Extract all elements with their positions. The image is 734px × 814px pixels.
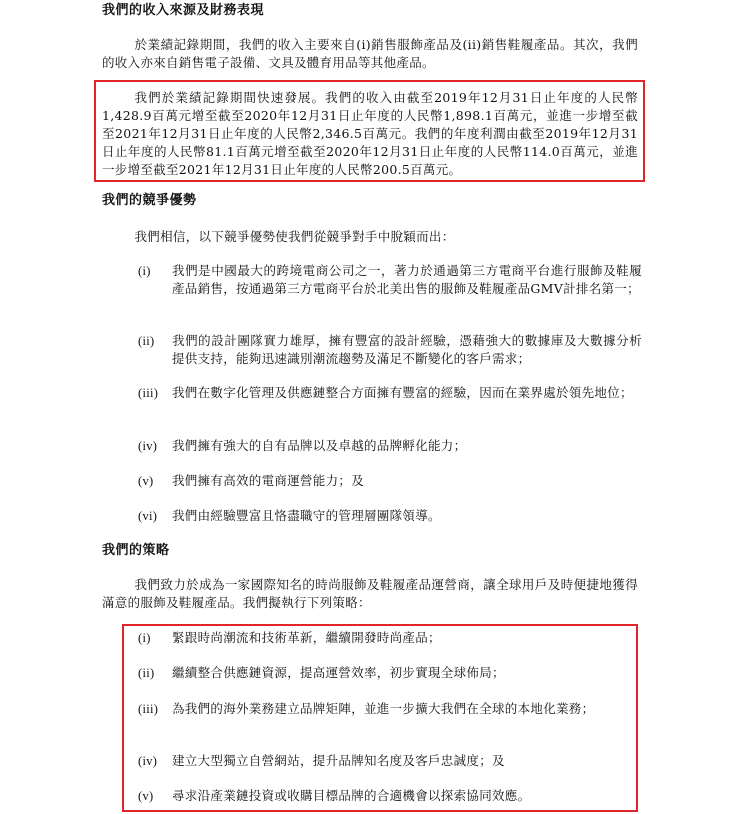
paragraph-income-sources: [102, 36, 638, 72]
list-number: (vi): [138, 509, 158, 523]
highlight-box-strategy-list: [122, 624, 638, 812]
paragraph-strategy-intro-text: 我們致力於成為一家國際知名的時尚服飾及鞋履產品運營商，讓全球用戶及時便捷地獲得滿意的服飾及鞋履產品。我們擬執行下列策略：: [102, 577, 638, 610]
list-item-text: 我們是中國最大的跨境電商公司之一，著力於通過第三方電商平台進行服飾及鞋履產品銷售，按通過第三方電商平台於北美出售的服飾及鞋履產品GMV計排名第一；: [172, 263, 642, 296]
list-item-text: 我們由經驗豐富且恪盡職守的管理層團隊領導。: [172, 508, 441, 523]
paragraph-income-sources-text: 於業績記錄期間，我們的收入主要來自(i)銷售服飾產品及(ii)銷售鞋履產品。其次，我們的收入亦來自銷售電子設備、文具及體育用品等其他產品。: [102, 37, 638, 70]
list-number: (v): [138, 474, 154, 488]
list-item-text: 建立大型獨立自營網站，提升品牌知名度及客戶忠誠度；及: [172, 753, 505, 768]
list-item-strategy-5: [102, 787, 642, 805]
list-number: (iii): [138, 702, 159, 716]
list-number: (iv): [138, 439, 158, 453]
paragraph-strategy-intro: [102, 576, 638, 612]
list-item-text: 我們擁有高效的電商運營能力；及: [172, 473, 365, 488]
list-item-advantage-4: [102, 437, 642, 455]
paragraph-advantages-intro-text: 我們相信，以下競爭優勢使我們從競爭對手中脫穎而出：: [134, 229, 455, 244]
paragraph-financial-performance: [102, 89, 638, 179]
list-number: (iv): [138, 754, 158, 768]
list-item-advantage-1: [102, 262, 642, 298]
list-number: (ii): [138, 666, 155, 680]
list-item-text: 為我們的海外業務建立品牌矩陣，並進一步擴大我們在全球的本地化業務；: [172, 701, 595, 716]
list-item-text: 繼續整合供應鏈資源，提高運營效率，初步實現全球佈局；: [172, 665, 505, 680]
heading-strategy: 我們的策略: [102, 543, 170, 558]
list-number: (i): [138, 631, 151, 645]
list-item-text: 我們擁有強大的自有品牌以及卓越的品牌孵化能力；: [172, 438, 467, 453]
list-item-strategy-1: [102, 629, 642, 647]
heading-competitive-advantages: 我們的競爭優勢: [102, 193, 197, 208]
list-item-text: 緊跟時尚潮流和技術革新，繼續開發時尚產品；: [172, 630, 441, 645]
list-item-advantage-5: [102, 472, 642, 490]
list-item-advantage-2: [102, 332, 642, 368]
list-number: (i): [138, 264, 151, 278]
list-item-strategy-4: [102, 752, 642, 770]
list-number: (ii): [138, 334, 155, 348]
list-item-text: 我們的設計團隊實力雄厚，擁有豐富的設計經驗，憑藉強大的數據庫及大數據分析提供支持，能夠迅速識別潮流趨勢及滿足不斷變化的客戶需求；: [172, 333, 642, 366]
list-item-advantage-6: [102, 507, 642, 525]
list-item-strategy-2: [102, 664, 642, 682]
paragraph-advantages-intro: [102, 228, 638, 246]
list-item-text: 我們在數字化管理及供應鏈整合方面擁有豐富的經驗，因而在業界處於領先地位；: [172, 385, 633, 400]
list-item-strategy-3: [102, 700, 642, 718]
list-item-advantage-3: [102, 384, 642, 402]
list-number: (v): [138, 789, 154, 803]
list-item-text: 尋求沿產業鏈投資或收購目標品牌的合適機會以探索協同效應。: [172, 788, 531, 803]
list-number: (iii): [138, 386, 159, 400]
paragraph-financial-performance-text: 我們於業績記錄期間快速發展。我們的收入由截至2019年12月31日止年度的人民幣1,428.9百萬元增至截至2020年12月31日止年度的人民幣1,898.1百萬元，並進一步增至截至2021年12月31日止年度的人民幣2,346.5百萬元。我們的年度利潤由截至2019年12月31日止年度的人民幣81.1百萬元增至截至2020年12月31日止年度的人民幣114.0百萬元，並進一步增至截至2021年12月31日止年度的人民幣200.5百萬元。: [102, 90, 638, 177]
heading-income-and-financial-performance: 我們的收入來源及財務表現: [102, 3, 265, 18]
